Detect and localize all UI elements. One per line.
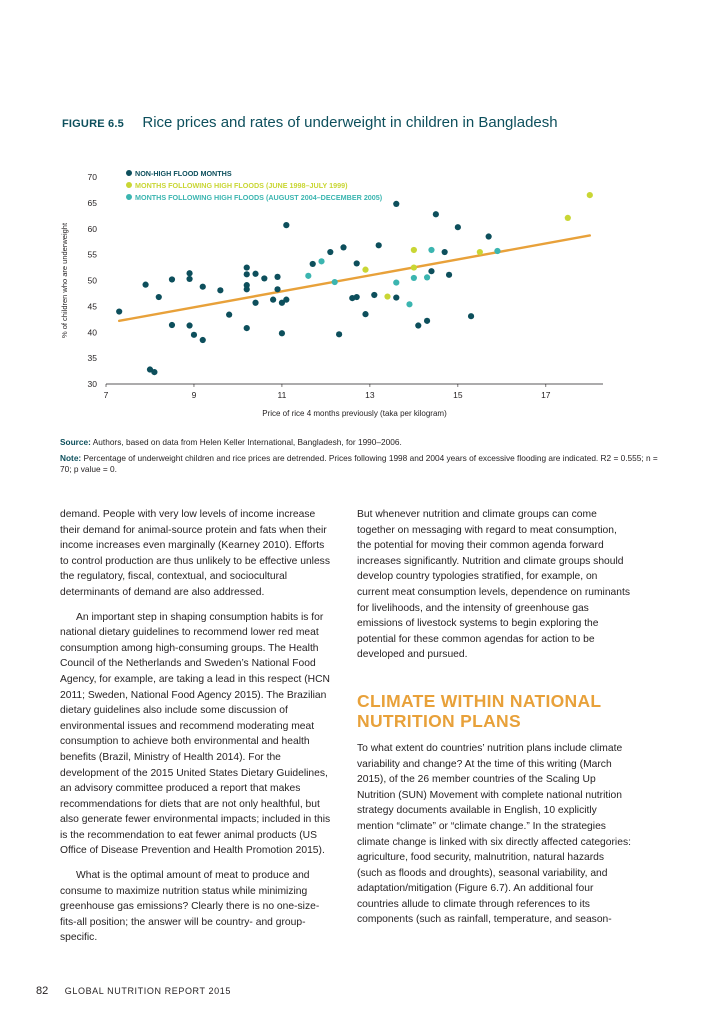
data-point-series-1 — [455, 224, 461, 230]
x-tick-label: 11 — [277, 390, 287, 400]
x-tick-label: 13 — [365, 390, 375, 400]
data-point-series-1 — [433, 211, 439, 217]
data-point-series-1 — [354, 260, 360, 266]
data-point-series-1 — [142, 282, 148, 288]
data-point-series-1 — [244, 325, 250, 331]
y-tick-label: 65 — [87, 197, 97, 208]
legend-marker — [126, 194, 132, 200]
data-point-series-1 — [354, 294, 360, 300]
x-tick-label: 9 — [191, 390, 197, 400]
data-point-series-1 — [186, 276, 192, 282]
report-name: GLOBAL NUTRITION REPORT 2015 — [64, 986, 231, 996]
data-point-series-1 — [336, 331, 342, 337]
data-point-series-1 — [252, 300, 258, 306]
data-point-series-3 — [406, 301, 412, 307]
y-tick-label: 70 — [87, 172, 97, 182]
data-point-series-1 — [362, 311, 368, 317]
body-column-right — [357, 507, 632, 928]
y-axis-title: % of children who are underweight — [60, 222, 69, 339]
data-point-series-3 — [494, 248, 500, 254]
data-point-series-3 — [332, 279, 338, 285]
data-point-series-2 — [565, 215, 571, 221]
note-text: Percentage of underweight children and rice prices are detrended. Prices following 1998 and 2004 years of excessive flooding are indicated. R2 = 0.555; n = 70; p value = 0. — [60, 452, 658, 474]
chart-legend — [126, 169, 383, 202]
y-tick-label: 50 — [87, 275, 97, 286]
data-point-series-3 — [424, 274, 430, 280]
data-point-series-1 — [376, 242, 382, 248]
legend-label: MONTHS FOLLOWING HIGH FLOODS (JUNE 1998–JULY 1999) — [135, 181, 348, 190]
body-paragraph: What is the optimal amount of meat to produce and consume to maximize nutrition status while minimizing greenhouse gas emissions? Clearly there is no one-size-fits-all position; the answer will be country- and group-specific. — [60, 870, 320, 944]
data-point-series-1 — [327, 249, 333, 255]
data-point-series-1 — [274, 274, 280, 280]
data-point-series-1 — [371, 292, 377, 298]
data-point-series-1 — [169, 322, 175, 328]
data-point-series-2 — [411, 247, 417, 253]
y-tick-label: 60 — [87, 223, 97, 234]
source-text: Authors, based on data from Helen Keller International, Bangladesh, for 1990–2006. — [92, 437, 402, 447]
data-point-series-1 — [486, 233, 492, 239]
y-tick-label: 40 — [87, 327, 97, 338]
x-axis-title: Price of rice 4 months previously (taka per kilogram) — [262, 409, 447, 418]
data-point-series-1 — [217, 287, 223, 293]
page-footer — [36, 985, 231, 997]
data-point-series-3 — [411, 275, 417, 281]
source-line — [60, 437, 660, 449]
x-tick-label: 15 — [453, 390, 463, 400]
body-paragraph: demand. People with very low levels of income increase their demand for animal-source protein and fats when their income increases even marginally (Kearney 2010). Efforts to control production are thus unlikely to be effective unless the regulatory, fiscal, contextual, and sociocultural determinants of demand are also addressed. — [60, 509, 330, 598]
body-paragraph: An important step in shaping consumption habits is for national dietary guidelines to recommend lower red meat consumption among high-consuming groups. The Health Council of the Netherlands and Sweden’s National Food Agency, for example, are taking a lead in this respect (HCN 2011; Sweden, National Food Agency 2015). The Brazilian dietary guidelines also include some discussion of environmental issues and recommend moderating meat consumption to achieve both environmental and health benefits (Brazil, Ministry of Health 2014). For the development of the 2015 United States Dietary Guidelines, an advisory committee produced a report that makes recommendations for diets that are not only healthful, but also generate fewer environmental impacts; included in this is the recommendation to eat fewer animal products (US Office of Disease Prevention and Health Promotion 2015). — [60, 611, 331, 857]
data-point-series-1 — [468, 313, 474, 319]
legend-marker — [126, 170, 132, 176]
page-number: 82 — [36, 985, 49, 997]
data-point-series-2 — [362, 267, 368, 273]
data-point-series-3 — [428, 247, 434, 253]
chart-axes — [60, 172, 603, 418]
data-point-series-1 — [200, 337, 206, 343]
data-point-series-1 — [415, 322, 421, 328]
data-point-series-1 — [186, 322, 192, 328]
section-heading: CLIMATE WITHIN NATIONAL NUTRITION PLANS — [357, 690, 602, 731]
note-label: Note: — [60, 452, 82, 463]
data-point-series-1 — [310, 261, 316, 267]
data-point-series-1 — [446, 272, 452, 278]
data-point-series-1 — [393, 201, 399, 207]
data-point-series-3 — [318, 258, 324, 264]
data-point-series-1 — [151, 369, 157, 375]
data-point-series-1 — [244, 264, 250, 270]
data-point-series-1 — [270, 297, 276, 303]
data-point-series-1 — [169, 276, 175, 282]
data-point-series-2 — [384, 293, 390, 299]
source-label: Source: — [60, 437, 91, 447]
data-point-series-1 — [261, 275, 267, 281]
x-tick-label: 17 — [541, 390, 551, 400]
data-point-series-1 — [200, 284, 206, 290]
y-tick-label: 35 — [87, 353, 97, 364]
legend-marker — [126, 182, 132, 188]
figure-source-notes — [60, 437, 660, 480]
data-point-series-1 — [283, 222, 289, 228]
data-point-series-1 — [428, 268, 434, 274]
legend-label: MONTHS FOLLOWING HIGH FLOODS (AUGUST 2004–DECEMBER 2005) — [135, 193, 383, 202]
y-tick-label: 55 — [87, 249, 97, 260]
y-tick-label: 30 — [87, 379, 97, 389]
data-point-series-1 — [252, 271, 258, 277]
data-point-series-1 — [226, 312, 232, 318]
x-tick-label: 7 — [103, 390, 109, 400]
data-point-series-1 — [442, 249, 448, 255]
data-point-series-1 — [191, 332, 197, 338]
figure-title: Rice prices and rates of underweight in children in Bangladesh — [142, 114, 558, 131]
data-point-series-3 — [305, 273, 311, 279]
data-point-series-1 — [279, 330, 285, 336]
data-point-series-2 — [587, 192, 593, 198]
y-tick-label: 45 — [87, 301, 97, 312]
body-column-left — [60, 507, 335, 946]
data-point-series-2 — [477, 249, 483, 255]
data-point-series-3 — [393, 279, 399, 285]
data-point-series-1 — [340, 244, 346, 250]
data-point-series-1 — [424, 318, 430, 324]
data-point-series-1 — [244, 286, 250, 292]
data-point-series-1 — [274, 286, 280, 292]
data-point-series-1 — [116, 308, 122, 314]
legend-label: NON-HIGH FLOOD MONTHS — [135, 169, 232, 178]
data-point-series-1 — [244, 271, 250, 277]
data-point-series-1 — [283, 297, 289, 303]
data-point-series-1 — [156, 294, 162, 300]
body-paragraph: But whenever nutrition and climate groups can come together on messaging with regard to meat consumption, the potential for moving their common agenda forward increases significantly. Nutrition and climate groups should develop country typologies stratified, for example, on current meat consumption levels, dependence on ruminants for livelihoods, and the intensity of greenhouse gas emissions of livestock systems to begin exploring the potential for these common agendas for action to be developed and pursued. — [357, 509, 631, 661]
data-point-series-1 — [186, 270, 192, 276]
body-paragraph: To what extent do countries’ nutrition plans include climate variability and change? At the time of this writing (March 2015), of the 26 member countries of the Scaling Up Nutrition (SUN) Movement with complete national nutrition strategy documents available in English, 10 explicitly mention “climate” or “climate change.” In the strategies climate change is linked with six directly affected categories: agriculture, food security, malnutrition, natural hazards (such as floods and droughts), seasonal variability, and adaptation/mitigation (Figure 6.7). An additional four countries allude to climate through references to its components (such as rainfall, temperature, and season- — [357, 742, 631, 926]
data-points — [116, 192, 593, 375]
data-point-series-2 — [411, 264, 417, 270]
note-line — [60, 453, 660, 476]
figure-label: FIGURE 6.5 — [62, 118, 124, 130]
data-point-series-1 — [393, 294, 399, 300]
figure-header — [62, 114, 682, 132]
scatter-chart — [56, 160, 616, 425]
